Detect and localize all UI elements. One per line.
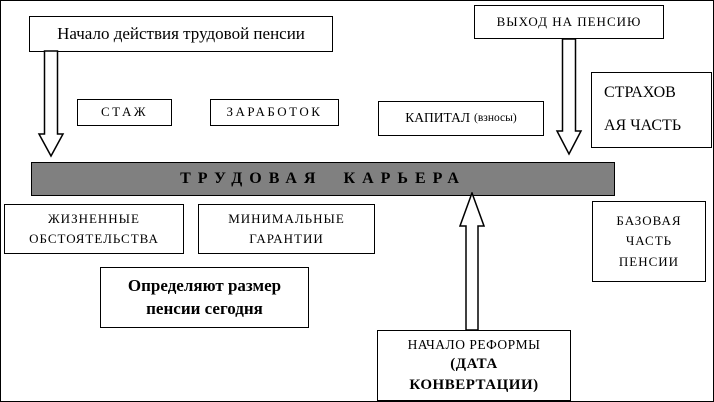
box-bazovaya-chast-pensii bbox=[592, 201, 706, 282]
box-retirement bbox=[474, 5, 664, 39]
box-pension-start bbox=[29, 16, 333, 52]
box-strakhovaya-chast bbox=[591, 72, 712, 148]
box-zarabotok bbox=[210, 99, 339, 126]
bazovaya-line2: ЧАСТЬ bbox=[625, 233, 673, 249]
career-bar-label: ТРУДОВАЯ КАРЬЕРА bbox=[180, 170, 466, 187]
reforma-line2: (ДАТА bbox=[450, 356, 498, 373]
kapital-label-small: (взносы) bbox=[474, 112, 517, 125]
box-minimalnye-garantii bbox=[198, 204, 375, 254]
minimalnye-line2: ГАРАНТИИ bbox=[249, 231, 324, 246]
opredelyayut-line2: пенсии сегодня bbox=[146, 298, 263, 318]
kapital-label: КАПИТАЛ bbox=[405, 110, 471, 126]
arrow-down-pension-start-icon bbox=[37, 50, 65, 158]
retirement-label: ВЫХОД НА ПЕНСИЮ bbox=[496, 13, 642, 29]
arrow-down-retirement-icon bbox=[555, 38, 583, 156]
strakhovaya-line1: СТРАХОВ bbox=[604, 84, 676, 102]
arrow-shape bbox=[557, 39, 581, 154]
opredelyayut-line1: Определяют размер bbox=[127, 276, 282, 296]
strakhovaya-line2: АЯ ЧАСТЬ bbox=[604, 117, 682, 134]
box-zhiznennye-obstoyatelstva bbox=[4, 204, 184, 254]
box-opredelyayut-razmer bbox=[100, 267, 309, 328]
box-nachalo-reformy bbox=[377, 330, 571, 401]
arrow-shape bbox=[39, 51, 63, 156]
arrow-up-reform-icon bbox=[459, 192, 485, 331]
pension-start-label: Начало действия трудовой пенсии bbox=[57, 24, 305, 44]
stazh-label: СТАЖ bbox=[100, 104, 148, 120]
zhiznennye-line2: ОБСТОЯТЕЛЬСТВА bbox=[29, 231, 159, 246]
reforma-line1: НАЧАЛО РЕФОРМЫ bbox=[407, 336, 541, 352]
zhiznennye-line1: ЖИЗНЕННЫЕ bbox=[48, 210, 140, 226]
minimalnye-line1: МИНИМАЛЬНЫЕ bbox=[228, 210, 345, 226]
bazovaya-line3: ПЕНСИИ bbox=[618, 253, 680, 269]
box-stazh bbox=[77, 99, 172, 126]
career-bar bbox=[31, 162, 615, 196]
arrow-shape bbox=[460, 193, 484, 330]
bazovaya-line1: БАЗОВАЯ bbox=[616, 213, 682, 229]
zarabotok-label: ЗАРАБОТОК bbox=[226, 104, 323, 120]
box-kapital bbox=[378, 101, 544, 136]
reforma-line3: КОНВЕРТАЦИИ) bbox=[409, 376, 539, 393]
